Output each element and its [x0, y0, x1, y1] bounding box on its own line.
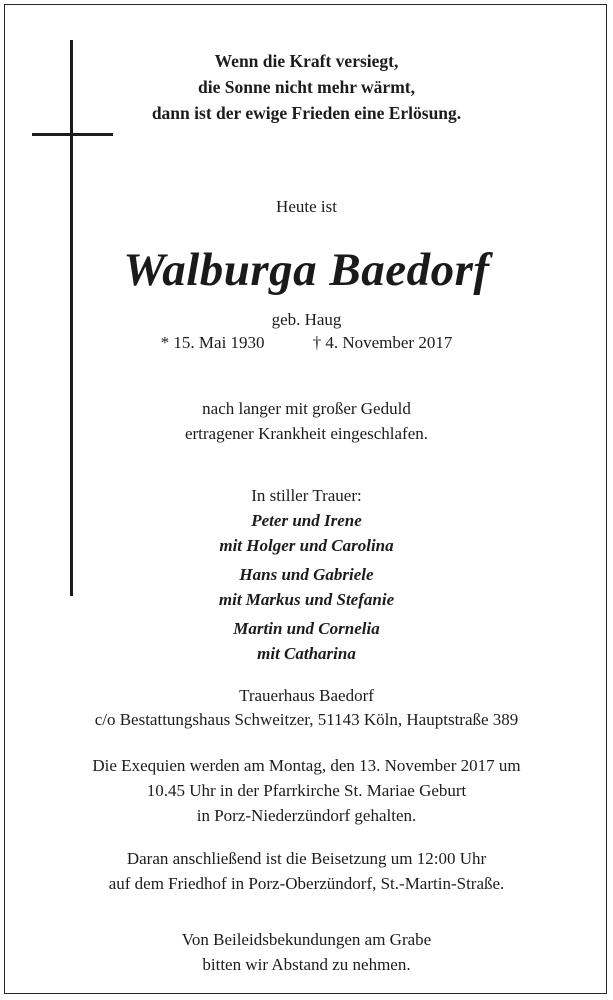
- family-group-2: [0, 562, 613, 612]
- death-date: † 4. November 2017: [312, 333, 453, 352]
- mourning-intro: In stiller Trauer:: [251, 486, 362, 505]
- family-2-line-1: Hans und Gabriele: [239, 565, 374, 584]
- motto: [0, 48, 613, 126]
- condolence-text: [0, 927, 613, 977]
- deceased-name: Walburga Baedorf: [123, 244, 490, 296]
- family-2-line-2: mit Markus und Stefanie: [218, 590, 395, 609]
- birth-date: * 15. Mai 1930: [160, 333, 265, 352]
- exequien-line-1: Die Exequien werden am Montag, den 13. November 2017 um: [92, 756, 521, 775]
- condolence-line-1: Von Beileidsbekundungen am Grabe: [181, 930, 432, 949]
- life-dates: [0, 331, 613, 355]
- motto-line-3: dann ist der ewige Frieden eine Erlösung.: [151, 103, 462, 123]
- burial-line-2: auf dem Friedhof in Porz-Oberzündorf, St.-Martin-Straße.: [108, 874, 505, 893]
- death-text-line-2: ertragener Krankheit eingeschlafen.: [184, 424, 429, 443]
- birth-name: geb. Haug: [271, 310, 342, 329]
- death-text-line-1: nach langer mit großer Geduld: [202, 399, 411, 418]
- intro-text: Heute ist: [276, 197, 337, 216]
- burial-text: [0, 846, 613, 896]
- exequien-line-3: in Porz-Niederzündorf gehalten.: [196, 806, 417, 825]
- family-group-3: [0, 616, 613, 666]
- motto-line-1: Wenn die Kraft versiegt,: [214, 51, 399, 71]
- family-group-1: [0, 508, 613, 558]
- burial-line-1: Daran anschließend ist die Beisetzung um 12:00 Uhr: [126, 849, 487, 868]
- mourning-house-line-1: Trauerhaus Baedorf: [239, 686, 374, 705]
- family-3-line-1: Martin und Cornelia: [233, 619, 380, 638]
- exequien-line-2: 10.45 Uhr in der Pfarrkirche St. Mariae Geburt: [146, 781, 467, 800]
- mourning-house-line-2: c/o Bestattungshaus Schweitzer, 51143 Köln, Hauptstraße 389: [94, 710, 519, 729]
- cross-horizontal-bar: [32, 133, 113, 136]
- family-1-line-2: mit Holger und Carolina: [219, 536, 394, 555]
- family-3-line-2: mit Catharina: [257, 644, 356, 663]
- death-text: [0, 396, 613, 446]
- condolence-line-2: bitten wir Abstand zu nehmen.: [202, 955, 411, 974]
- exequien-text: [0, 753, 613, 828]
- motto-line-2: die Sonne nicht mehr wärmt,: [198, 77, 415, 97]
- family-1-line-1: Peter und Irene: [251, 511, 362, 530]
- mourning-house: [0, 684, 613, 732]
